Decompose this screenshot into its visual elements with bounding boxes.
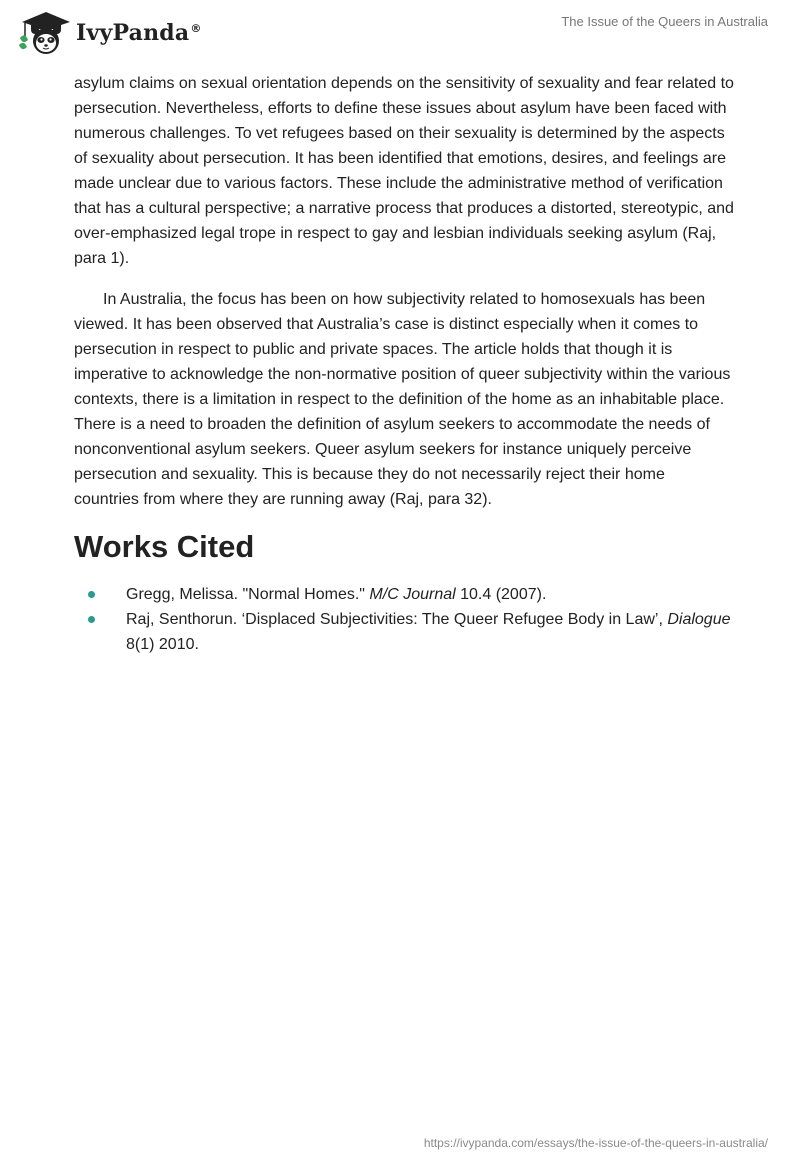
registered-mark: ® [190, 21, 202, 35]
works-cited-heading: Works Cited [74, 529, 255, 564]
essay-content [74, 71, 734, 657]
citation-item [74, 607, 734, 657]
citation-journal: Dialogue [667, 611, 731, 628]
bullet-dot-icon [88, 616, 95, 623]
brand-name: IvyPanda® [76, 20, 202, 46]
document-title: The Issue of the Queers in Australia [561, 14, 768, 29]
panda-graduation-cap-logo-icon [16, 8, 72, 56]
citation-journal: M/C Journal [369, 586, 456, 603]
source-url[interactable]: https://ivypanda.com/essays/the-issue-of-the-queers-in-australia/ [423, 1136, 768, 1150]
body-paragraph: In Australia, the focus has been on how subjectivity related to homosexuals has been viewed. It has been observed that Australia’s case is distinct especially when it comes to persecution in respect to public and private spaces. The article holds that though it is imperative to acknowledge the non-normative position of queer subjectivity within the various contexts, there is a limitation in respect to the definition of the home as an inhabitable place. There is a need to broaden the definition of asylum seekers to accommodate the needs of nonconventional asylum seekers. Queer asylum seekers for instance uniquely perceive persecution and sexuality. This is because they do not necessarily reject their home countries from where they are running away (Raj, para 32). [74, 291, 731, 508]
citation-item [74, 582, 734, 607]
citation-text: 8(1) 2010. [126, 636, 199, 653]
citation-text: Raj, Senthorun. ‘Displaced Subjectivities: The Queer Refugee Body in Law’, [126, 611, 668, 628]
page-header [0, 0, 800, 70]
body-paragraph: asylum claims on sexual orientation depends on the sensitivity of sexuality and fear related to persecution. Nevertheless, efforts to define these issues about asylum have been faced with numerous challenges. To vet refugees based on their sexuality is determined by the aspects of sexuality about persecution. It has been identified that emotions, desires, and feelings are made unclear due to various factors. These include the administrative method of verification that has a cultural perspective; a narrative process that produces a distorted, stereotypic, and over-emphasized legal trope in respect to gay and lesbian individuals seeking asylum (Raj, para 1). [74, 75, 734, 267]
citation-text: Gregg, Melissa. "Normal Homes." [126, 586, 370, 603]
citation-text: 10.4 (2007). [455, 586, 547, 603]
bullet-dot-icon [88, 591, 95, 598]
works-cited-list [74, 582, 734, 657]
ivypanda-logo[interactable] [16, 8, 202, 56]
